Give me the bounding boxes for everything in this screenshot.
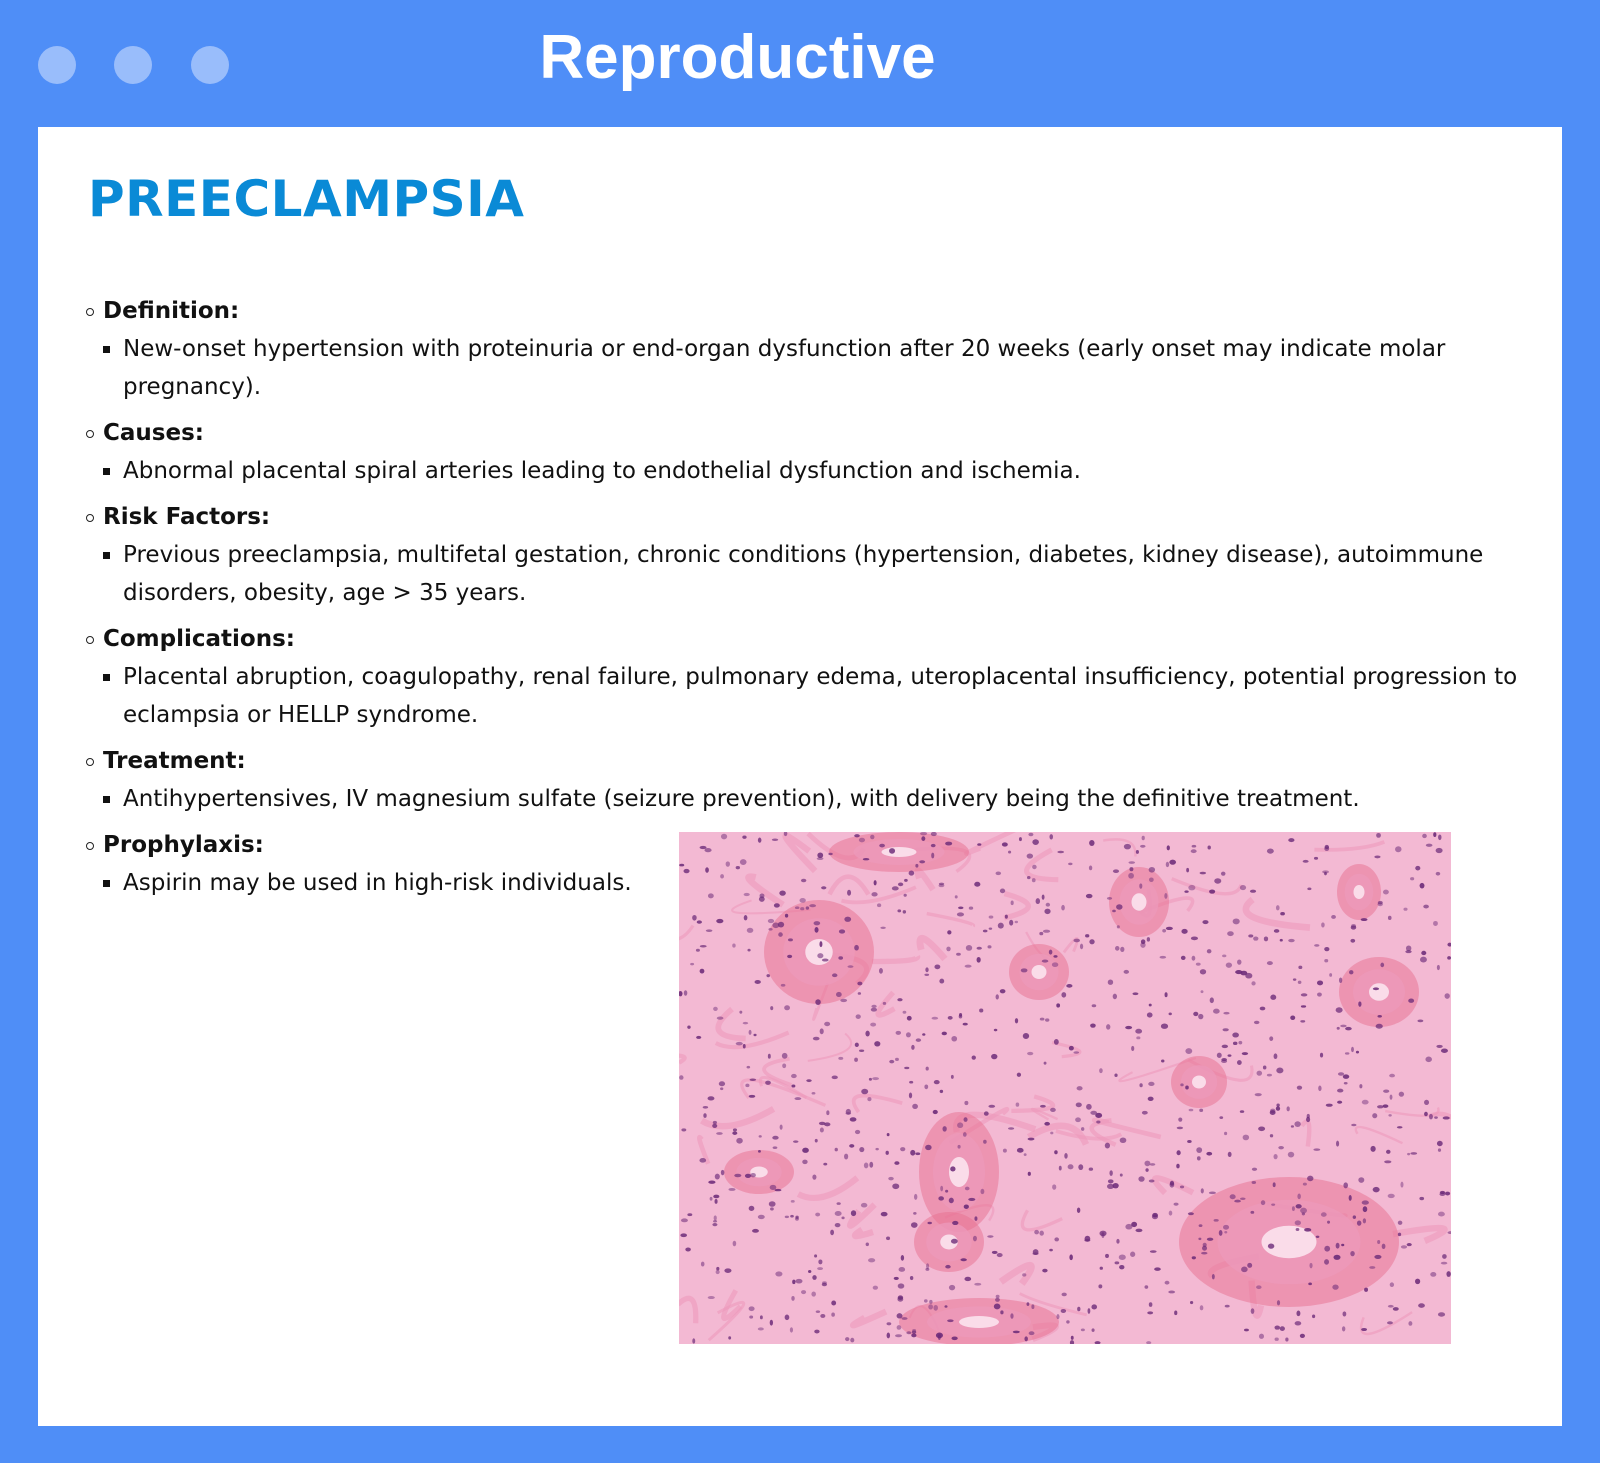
section-title: Prophylaxis: (86, 826, 1526, 864)
section-items (86, 780, 1526, 818)
section-title: Causes: (86, 414, 1526, 452)
title-bar (0, 0, 1600, 127)
list-item: Abnormal placental spiral arteries leading to endothelial dysfunction and ischemia. (86, 452, 1526, 490)
list-item: Previous preeclampsia, multifetal gestation, chronic conditions (hypertension, diabetes, kidney disease), autoimmune disorders, obesity, age > 35 years. (86, 536, 1526, 612)
content-panel (38, 127, 1562, 1426)
histology-micrograph (679, 832, 1451, 1344)
section-title: Treatment: (86, 742, 1526, 780)
section-title: Risk Factors: (86, 498, 1526, 536)
section-definition (86, 292, 1526, 406)
section-title: Definition: (86, 292, 1526, 330)
list-item: Antihypertensives, IV magnesium sulfate (seizure prevention), with delivery being the definitive treatment. (86, 780, 1526, 818)
section-items (86, 658, 1526, 734)
list-item: Placental abruption, coagulopathy, renal failure, pulmonary edema, uteroplacental insufficiency, potential progression to eclampsia or HELLP syndrome. (86, 658, 1526, 734)
section-items (86, 330, 1526, 406)
page-title: PREECLAMPSIA (88, 170, 525, 228)
section-risk-factors (86, 498, 1526, 612)
section-items (86, 536, 1526, 612)
section-complications (86, 620, 1526, 734)
tissue-illustration (679, 832, 1451, 1344)
section-items (86, 452, 1526, 490)
topic-sections (86, 292, 1526, 910)
section-title: Complications: (86, 620, 1526, 658)
list-item: New-onset hypertension with proteinuria or end-organ dysfunction after 20 weeks (early onset may indicate molar pregnancy). (86, 330, 1526, 406)
list-item: Aspirin may be used in high-risk individuals. (86, 864, 1526, 902)
window-title: Reproductive (539, 23, 936, 92)
section-treatment (86, 742, 1526, 818)
section-causes (86, 414, 1526, 490)
